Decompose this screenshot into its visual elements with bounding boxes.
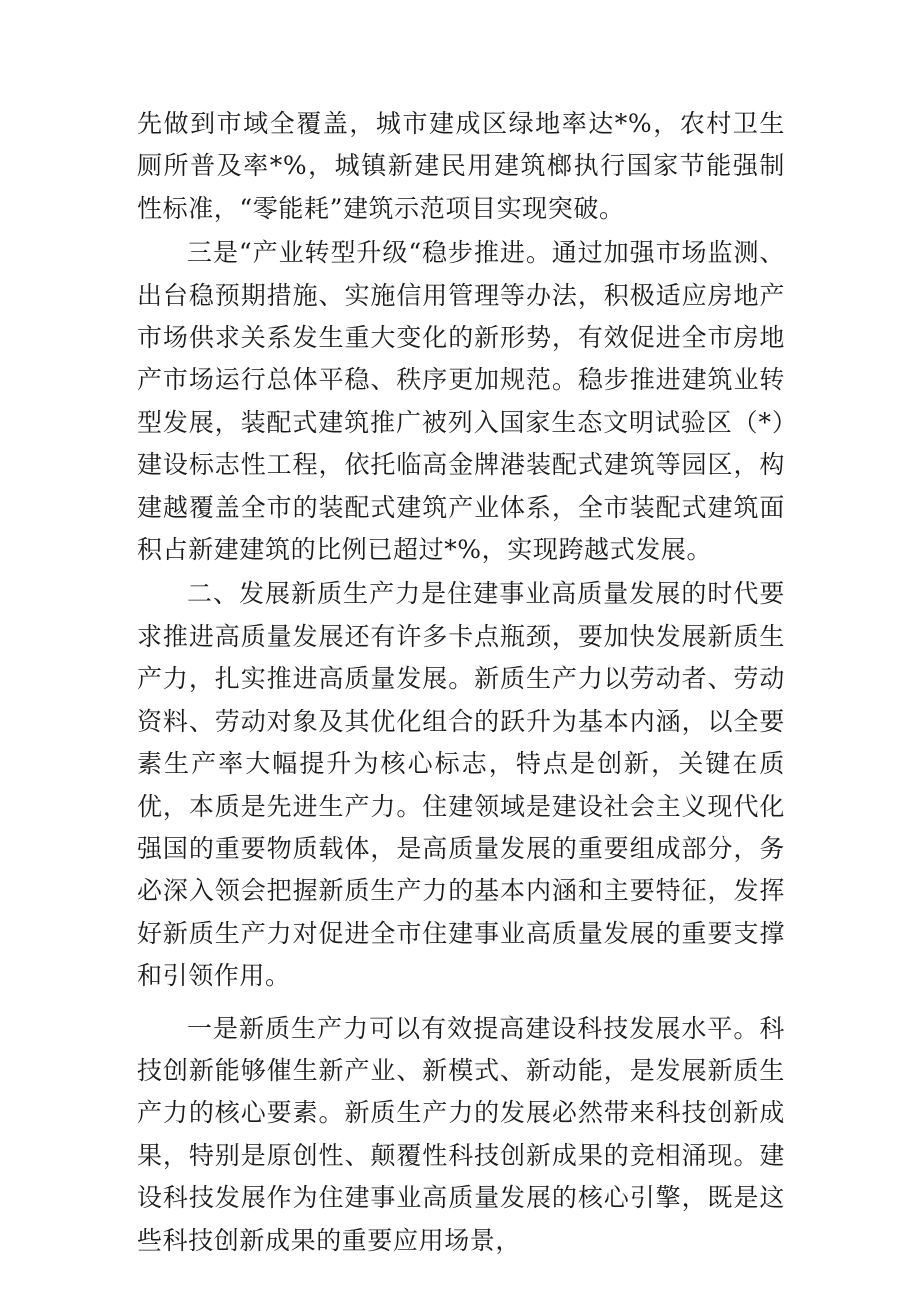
document-body xyxy=(137,103,785,1262)
paragraph-new-quality-productivity: 二、发展新质生产力是住建事业高质量发展的时代要求推进高质量发展还有许多卡点瓶颈，要加快发展新质生产力，扎实推进高质量发展。新质生产力以劳动者、劳动资料、劳动对象及其优化组合的跃升为基本内涵，以全要素生产率大幅提升为核心标志，特点是创新，关键在质优，本质是先进生产力。住建领域是建设社会主义现代化强国的重要物质载体，是高质量发展的重要组成部分，务必深入领会把握新质生产力的基本内涵和主要特征，发挥好新质生产力对促进全市住建事业高质量发展的重要支撑和引领作用。 xyxy=(137,579,785,991)
paragraph-construction-technology: 一是新质生产力可以有效提高建设科技发展水平。科技创新能够催生新产业、新模式、新动能，是发展新质生产力的核心要素。新质生产力的发展必然带来科技创新成果，特别是原创性、颠覆性科技创新成果的竞相涌现。建设科技发展作为住建事业高质量发展的核心引擎，既是这些科技创新成果的重要应用场景， xyxy=(137,1013,785,1255)
paragraph-continuation: 先做到市域全覆盖，城市建成区绿地率达*%，农村卫生厕所普及率*%，城镇新建民用建筑榔执行国家节能强制性标准，“零能耗”建筑示范项目实现突破。 xyxy=(137,109,785,223)
paragraph-industry-transformation: 三是“产业转型升级“稳步推进。通过加强市场监测、出台稳预期措施、实施信用管理等办法，积极适应房地产市场供求关系发生重大变化的新形势，有效促进全市房地产市场运行总体平稳、秩序更加规范。稳步推进建筑业转型发展，装配式建筑推广被列入国家生态文明试验区（*）建设标志性工程，依托临高金牌港装配式建筑等园区，构建越覆盖全市的装配式建筑产业体系，全市装配式建筑面积占新建建筑的比例已超过*%，实现跨越式发展。 xyxy=(137,238,785,565)
